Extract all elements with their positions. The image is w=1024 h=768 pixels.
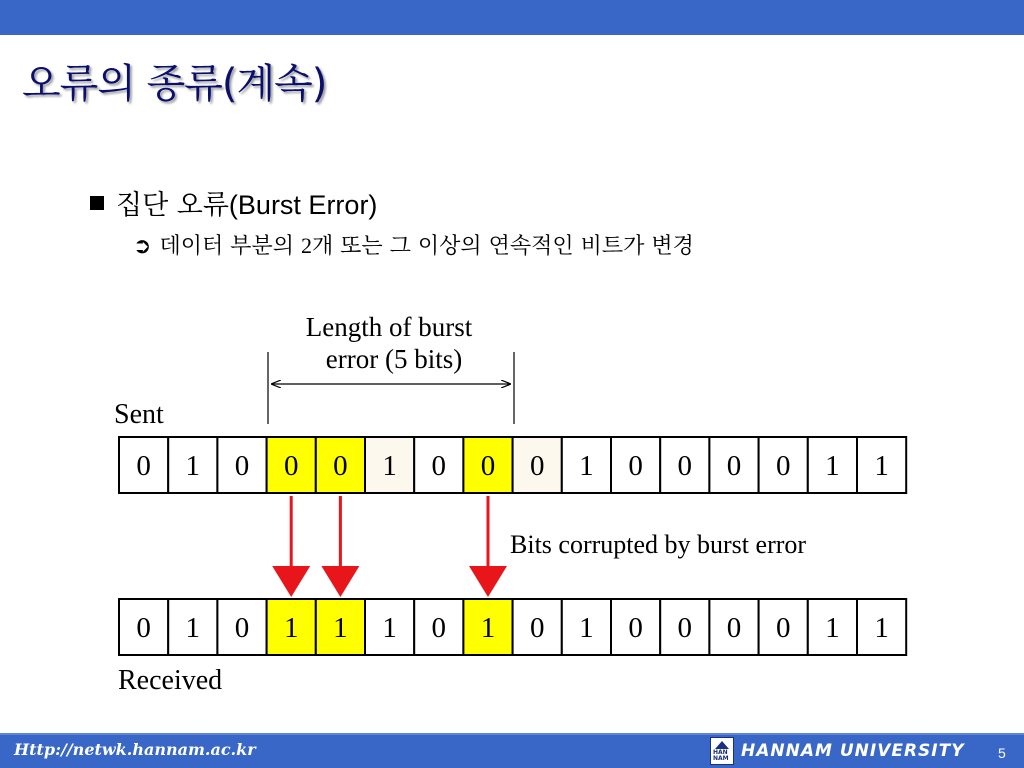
received-bit-value: 0 xyxy=(628,612,643,644)
received-bit-value: 1 xyxy=(382,612,397,644)
corruption-arrow-head xyxy=(469,566,507,597)
logo-text xyxy=(713,750,729,762)
received-bit-row xyxy=(119,599,906,655)
sent-bit-value: 0 xyxy=(677,450,693,482)
received-bit-value: 0 xyxy=(234,612,250,644)
received-bit-value: 1 xyxy=(579,612,594,644)
received-bit-value: 0 xyxy=(775,612,791,644)
top-banner xyxy=(0,0,1024,35)
footer-divider xyxy=(0,733,1024,735)
footer-url-link[interactable]: Http://netwk.hannam.ac.kr xyxy=(14,740,256,759)
corrupted-label: Bits corrupted by burst error xyxy=(510,530,807,559)
sent-bit-value: 0 xyxy=(726,450,742,482)
received-bit-value: 1 xyxy=(333,612,348,644)
corruption-arrow-head xyxy=(321,566,359,597)
sent-bit-value: 0 xyxy=(136,450,151,482)
sent-bit-value: 0 xyxy=(431,450,447,482)
received-label: Received xyxy=(118,665,223,696)
sub-text-a: 데이터 부분의 xyxy=(159,234,301,259)
arrow-bullet-icon: ➲ xyxy=(133,234,152,259)
sent-bit-value: 1 xyxy=(382,450,397,482)
logo-house-shape xyxy=(715,741,729,749)
bullet-burst-error xyxy=(90,183,377,222)
university-name: HANNAM UNIVERSITY xyxy=(741,741,965,761)
slide-title: 오류의 종류(계속) xyxy=(22,61,327,107)
sub-number: 2 xyxy=(300,233,312,258)
received-bit-value: 1 xyxy=(825,612,840,644)
sent-bit-value: 0 xyxy=(283,450,299,482)
bullet-english: (Burst Error) xyxy=(228,190,378,220)
length-label-line2: error (5 bits) xyxy=(325,344,463,374)
page-number: 5 xyxy=(998,745,1006,761)
sub-bullet xyxy=(133,229,694,260)
sent-bit-value: 0 xyxy=(628,450,643,482)
sent-bit-value: 0 xyxy=(234,450,250,482)
sent-bit-value: 0 xyxy=(480,450,496,482)
received-bit-value: 1 xyxy=(874,612,889,644)
bullet-korean: 집단 오류 xyxy=(116,190,229,221)
received-bit-value: 1 xyxy=(283,612,299,644)
length-label-line1: Length of burst xyxy=(305,312,473,342)
sent-bit-value: 1 xyxy=(185,450,201,482)
sent-bit-value: 1 xyxy=(825,450,840,482)
received-bit-value: 0 xyxy=(431,612,447,644)
burst-error-diagram xyxy=(100,300,930,700)
sub-text-b: 개 또는 그 이상의 연속적인 비트가 변경 xyxy=(311,234,694,259)
sent-bit-value: 1 xyxy=(579,450,594,482)
sent-bit-value: 0 xyxy=(775,450,791,482)
sent-label: Sent xyxy=(114,399,164,430)
received-bit-value: 0 xyxy=(136,612,151,644)
logo-text-line1: HAN xyxy=(713,749,728,756)
corruption-arrow-head xyxy=(272,566,310,597)
sent-bit-value: 0 xyxy=(529,450,545,482)
received-bit-value: 0 xyxy=(529,612,545,644)
sent-bit-value: 0 xyxy=(333,450,348,482)
corruption-arrows xyxy=(272,496,507,597)
university-logo-icon xyxy=(710,737,734,765)
received-bit-value: 1 xyxy=(185,612,201,644)
sent-bit-row xyxy=(119,437,906,493)
logo-text-line2: NAM xyxy=(713,755,729,762)
received-bit-value: 0 xyxy=(726,612,742,644)
square-bullet-icon xyxy=(90,196,104,210)
received-bit-value: 0 xyxy=(677,612,693,644)
sent-bit-value: 1 xyxy=(874,450,889,482)
received-bit-value: 1 xyxy=(480,612,496,644)
